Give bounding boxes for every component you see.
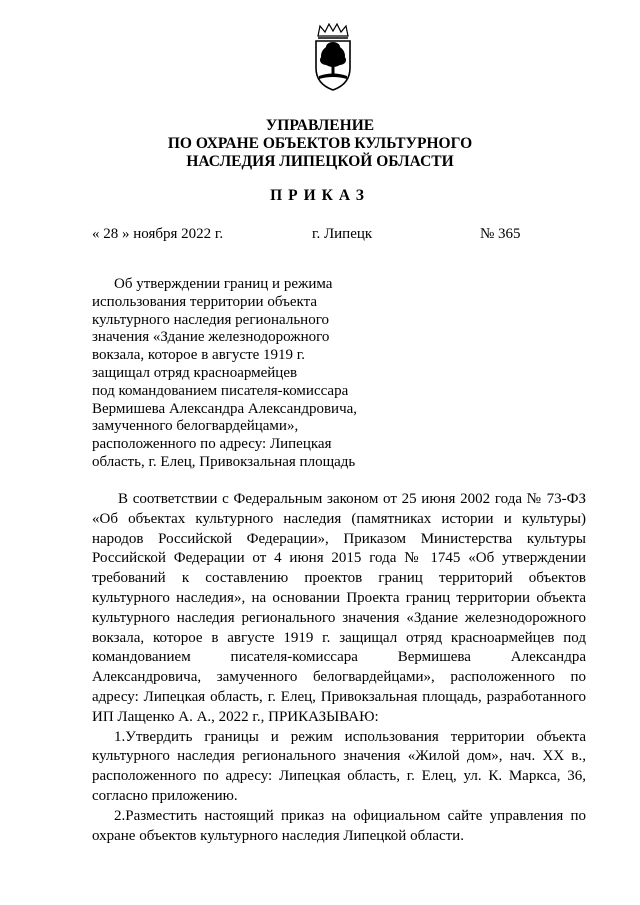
order-city: г. Липецк <box>312 226 373 242</box>
order-date: « 28 » ноября 2022 г. <box>92 226 224 242</box>
subject-line: под командованием писателя-комиссара <box>92 382 349 399</box>
subject-line: использования территории объекта <box>92 293 317 310</box>
order-body <box>92 490 586 846</box>
order-item-2: 2.Разместить настоящий приказ на официальном сайте управления по охране объектов культурного наследия Липецкой области. <box>92 807 586 844</box>
subject-line: значения «Здание железнодорожного <box>92 329 330 346</box>
org-line-3: НАСЛЕДИЯ ЛИПЕЦКОЙ ОБЛАСТИ <box>186 153 454 170</box>
subject-line: защищал отряд красноармейцев <box>92 364 298 381</box>
order-subject <box>92 276 392 472</box>
subject-line: вокзала, которое в августе 1919 г. <box>92 347 306 364</box>
subject-line: область, г. Елец, Привокзальная площадь <box>92 453 356 470</box>
subject-line: Вермишева Александра Александровича, <box>92 400 358 417</box>
subject-line: Об утверждении границ и режима <box>114 276 333 292</box>
document-type-title: ПРИКАЗ <box>270 187 370 204</box>
organization-name <box>0 117 640 171</box>
order-item-1: 1.Утвердить границы и режим использования территории объекта культурного наследия регионального значения «Жилой дом», нач. XX в., расположенного по адресу: Липецкая область, г. Елец, ул. К. Маркса, 36, согласно приложению. <box>92 728 586 804</box>
org-line-2: ПО ОХРАНЕ ОБЪЕКТОВ КУЛЬТУРНОГО <box>167 135 473 152</box>
order-number: № 365 <box>480 226 521 242</box>
preamble-paragraph: В соответствии с Федеральным законом от 25 июня 2002 года № 73-ФЗ «Об объектах культурного наследия (памятниках истории и культуры) народов Российской Федерации», Приказом Министерства культуры Российской Федерации от 4 июня 2015 года № 1745 «Об утверждении требований к составлению проектов границ территорий объектов культурного наследия», на основании Проекта границ территории объекта культурного наследия регионального значения «Здание железнодорожного вокзала, которое в августе 1919 г. защищал отряд красноармейцев под командованием писателя-комиссара Вермишева Александра Александровича, замученного белогвардейцами», расположенного по адресу: Липецкая область, г. Елец, Привокзальная площадь, разработанного ИП Лащенко А. А., 2022 г., ПРИКАЗЫВАЮ: <box>92 491 586 725</box>
org-line-1: УПРАВЛЕНИЕ <box>265 117 375 134</box>
subject-line: замученного белогвардейцами», <box>92 418 299 435</box>
coat-of-arms-icon <box>310 22 356 92</box>
subject-line: расположенного по адресу: Липецкая <box>92 436 332 453</box>
subject-line: культурного наследия регионального <box>92 311 329 328</box>
